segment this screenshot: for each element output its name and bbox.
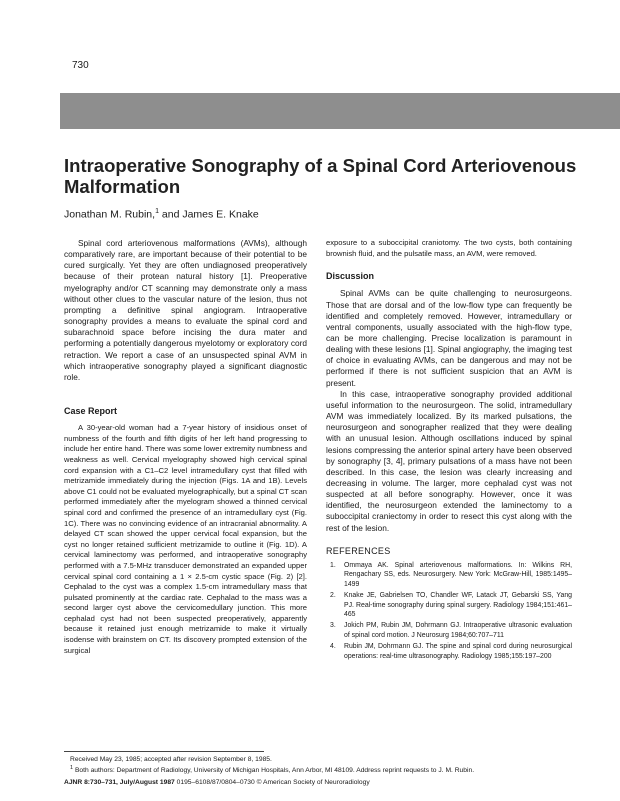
author-2: and James E. Knake bbox=[158, 208, 259, 221]
references-list bbox=[326, 561, 572, 661]
reference-item: 1. Ommaya AK. Spinal arteriovenous malformations. In: Wilkins RH, Rengachary SS, eds. Neurosurgery. New York: McGraw-Hill, 1985:1495–1499 bbox=[330, 561, 572, 588]
author-footnote-marker: 1 bbox=[155, 208, 159, 215]
page-number: 730 bbox=[72, 60, 89, 71]
case-report-continued: exposure to a suboccipital craniotomy. The two cysts, both containing brownish fluid, and the pulsatile mass, an AVM, were removed. bbox=[326, 238, 572, 258]
reference-item: 4. Rubin JM, Dohrmann GJ. The spine and spinal cord during neurosurgical operations: real-time ultrasonography. Radiology 1985;155:197–200 bbox=[330, 643, 572, 660]
discussion-heading: Discussion bbox=[326, 271, 375, 282]
case-report-text: A 30-year-old woman had a 7-year history of insidious onset of numbness of the fourth and fifth digits of her left hand progressing to include her entire hand. There was some lower extremity numbness and weakness as well. Cervical myelography showed high cervical spinal cord expansion with a C1–C2 level intramedullary cyst that filled with metrizamide immediately during the injection (Figs. 1A and 1B). Levels above C1 could not be evaluated myelographically, but a spinal CT scan performed immediately after the myelogram showed a thinned cervical spinal cord and confirmed the presence of an intramedullary cyst (Fig. 1C). There was no convincing evidence of an intracranial abnormality. A delayed CT scan showed the upper cervical focal expansion, but the cyst no longer retained sufficient metrizamide to outline it (Fig. 1D). A cervical laminectomy was performed, and intraoperative sonography performed with a 7.5-MHz transducer demonstrated an expanded upper cervical spinal cord containing a 1 × 2.5-cm cystic space (Fig. 2) [2]. Cephalad to the cyst was a complex 1.5-cm intramedullary mass that pulsated prominently at the cardiac rate. Cephalad to the mass was a second larger cyst above the cervicomedullary junction. This more cephalad cyst had not been suspected preoperatively, apparently because it retained just enough metrizamide to make it virtually isodense with brainstem on CT. Its discovery prompted extension of the surgical bbox=[64, 423, 307, 655]
intro-paragraph: Spinal cord arteriovenous malformations (AVMs), although comparatively rare, are important because of their potential to be cured surgically. Yet they are often undiagnosed preoperatively because of their protean natural history [1]. Preoperative myelography and/or CT scanning may demonstrate only a mass without other clues to the vascular nature of the lesion, thus not prompting a definitive spinal angiogram. Intraoperative sonography provides a means to evaluate the spinal cord and subarachnoid space before incising the dura mater and performing a potentially dangerous myelotomy or exploratory cord retraction. We report a case of an unsuspected spinal AVM in which intraoperative sonography played a significant diagnostic role. bbox=[64, 238, 307, 382]
footnote-rule bbox=[64, 751, 264, 752]
reference-item: 3. Jokich PM, Rubin JM, Dohrmann GJ. Intraoperative ultrasonic evaluation of spinal cord motion. J Neurosurg 1984;60:707–711 bbox=[330, 622, 572, 639]
author-1: Jonathan M. Rubin, bbox=[64, 208, 156, 221]
right-column bbox=[326, 238, 572, 663]
journal-citation: AJNR 8:730–731, July/August 1987 0195–6108/87/0804–0730 © American Society of Neuroradiology bbox=[64, 779, 370, 786]
reference-item: 2. Knake JE, Gabrielsen TO, Chandler WF, Latack JT, Gebarski SS, Yang PJ. Real-time sonography during spinal surgery. Radiology 1984;151:461–465 bbox=[330, 592, 572, 618]
left-column bbox=[64, 238, 307, 656]
footnotes bbox=[64, 751, 574, 775]
author-line bbox=[64, 208, 259, 221]
received-dates: Received May 23, 1985; accepted after revision September 8, 1985. bbox=[70, 756, 272, 763]
author-affiliation: $^1$ Both authors: Department of Radiology, University of Michigan Hospitals, Ann Arbor, MI 48109. Address reprint requests to J. M. Rubin. bbox=[70, 765, 475, 775]
discussion-paragraph-1: Spinal AVMs can be quite challenging to neurosurgeons. Those that are dorsal and of the low-flow type can frequently be identified and completely removed. However, intramedullary or ventral components, usually associated with the high-flow type, can be more challenging. Precise localization is paramount in dealing with these lesions [1]. Spinal angiography, the imaging test of choice in evaluating AVMs, can be dangerous and may not be performed if there is not sufficient suspicion that an AVM is present. bbox=[326, 288, 572, 388]
discussion-paragraph-2: In this case, intraoperative sonography provided additional useful information to the neurosurgeon. The solid, intramedullary AVM was immediately localized. By its marked pulsations, the neurosurgeon and sonographer realized that they were dealing with an unusual lesion. Although oscillations induced by spinal lesions compressing the anterior spinal artery have been observed by sonography [3, 4], primary pulsations of a mass have not been described. In this case, the lesion was clearly increasing and decreasing in volume. The larger, more cephalad cyst was not suspected at all before sonography. However, once it was identified, the neurosurgeon extended the laminectomy to a suboccipital craniectomy in order to resect this cyst along with the rest of the lesion. bbox=[326, 388, 572, 533]
references-heading: REFERENCES bbox=[326, 545, 391, 556]
case-report-heading: Case Report bbox=[64, 406, 118, 417]
article-title: Intraoperative Sonography of a Spinal Cord Arteriovenous Malformation bbox=[64, 155, 577, 197]
header-banner bbox=[60, 93, 620, 129]
